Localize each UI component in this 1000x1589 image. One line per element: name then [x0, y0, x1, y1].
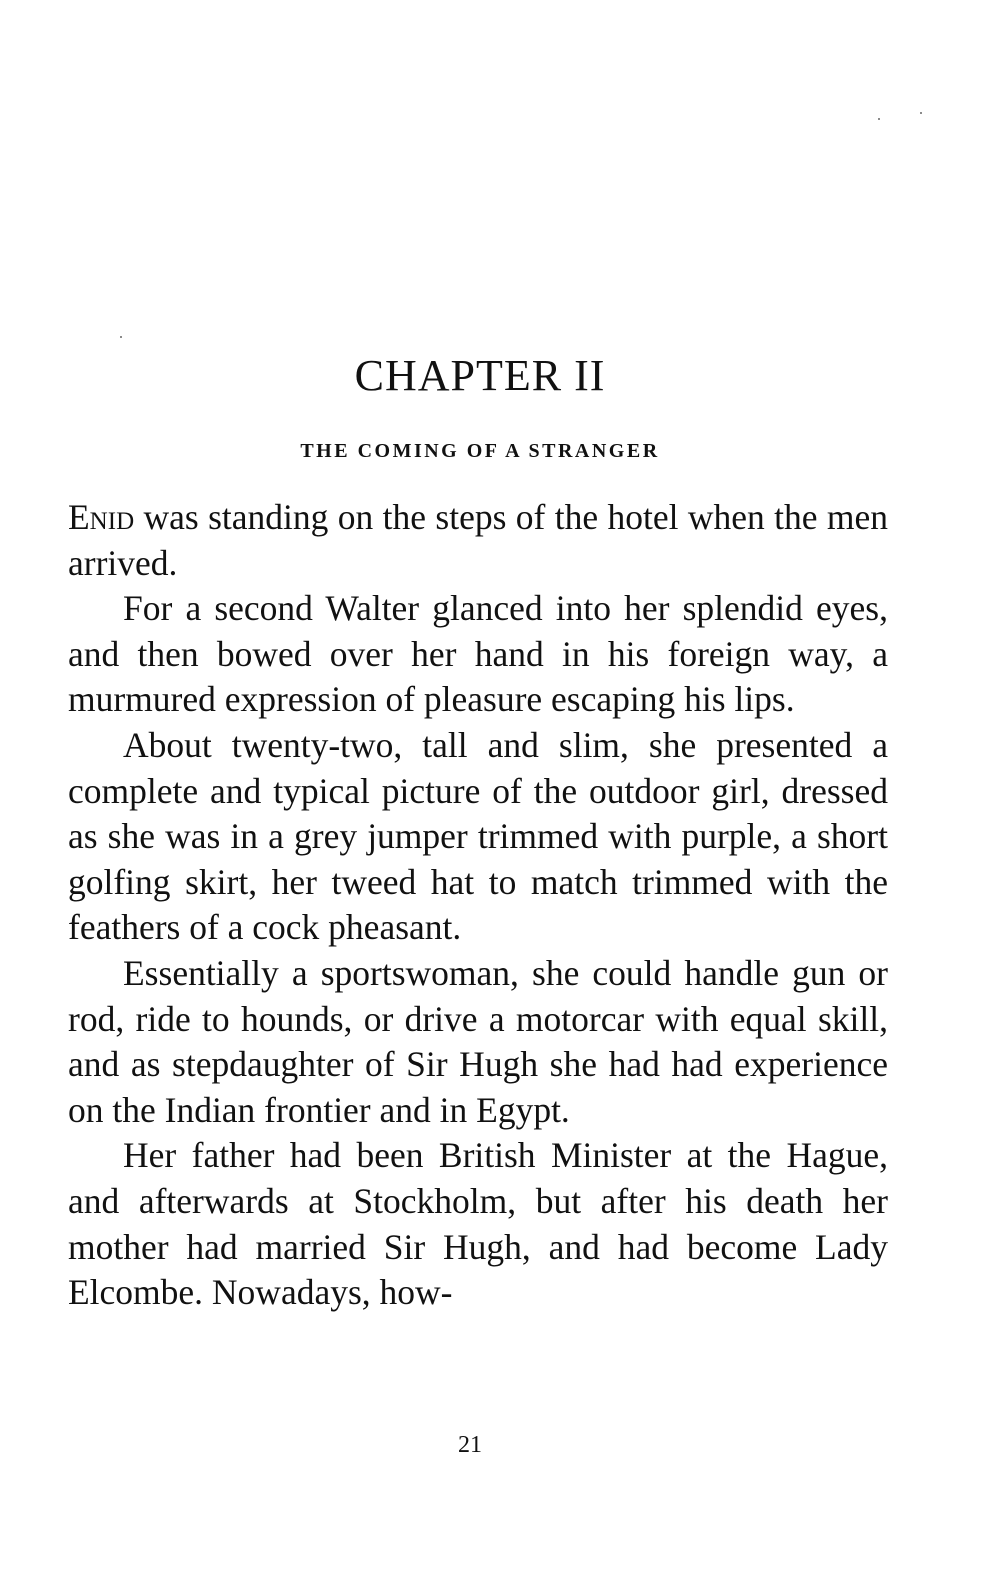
paragraph-3: About twenty-two, tall and slim, she presented a complete and typical picture of the outdoor girl, dressed as she was in a grey jumper trimmed with purple, a short golfing skirt, her tweed hat to match trimmed with the feathers of a cock pheasant.	[68, 724, 888, 948]
paragraph-text: was standing on the steps of the hotel when the men arrived.	[68, 497, 888, 583]
scan-speck	[120, 336, 122, 338]
paragraph-4: Essentially a sportswoman, she could handle gun or rod, ride to hounds, or drive a motorcar with equal skill, and as stepdaughter of Sir Hugh she had had experience on the Indian frontier and in Egypt.	[68, 952, 888, 1130]
chapter-title: CHAPTER II	[354, 351, 606, 400]
scan-speck	[920, 112, 922, 114]
scan-speck	[878, 118, 880, 120]
body-text	[68, 495, 888, 1316]
page-number: 21	[458, 1432, 482, 1458]
paragraph-1	[68, 495, 888, 586]
paragraph-2: For a second Walter glanced into her splendid eyes, and then bowed over her hand in his foreign way, a murmured expression of pleasure escaping his lips.	[68, 588, 888, 720]
chapter-subtitle: THE COMING OF A STRANGER	[300, 440, 660, 462]
paragraph-5: Her father had been British Minister at the Hague, and afterwards at Stockholm, but after his death her mother had married Sir Hugh, and had become Lady Elcombe. Nowadays, how-	[68, 1135, 888, 1313]
drop-word: Enid	[68, 497, 135, 537]
